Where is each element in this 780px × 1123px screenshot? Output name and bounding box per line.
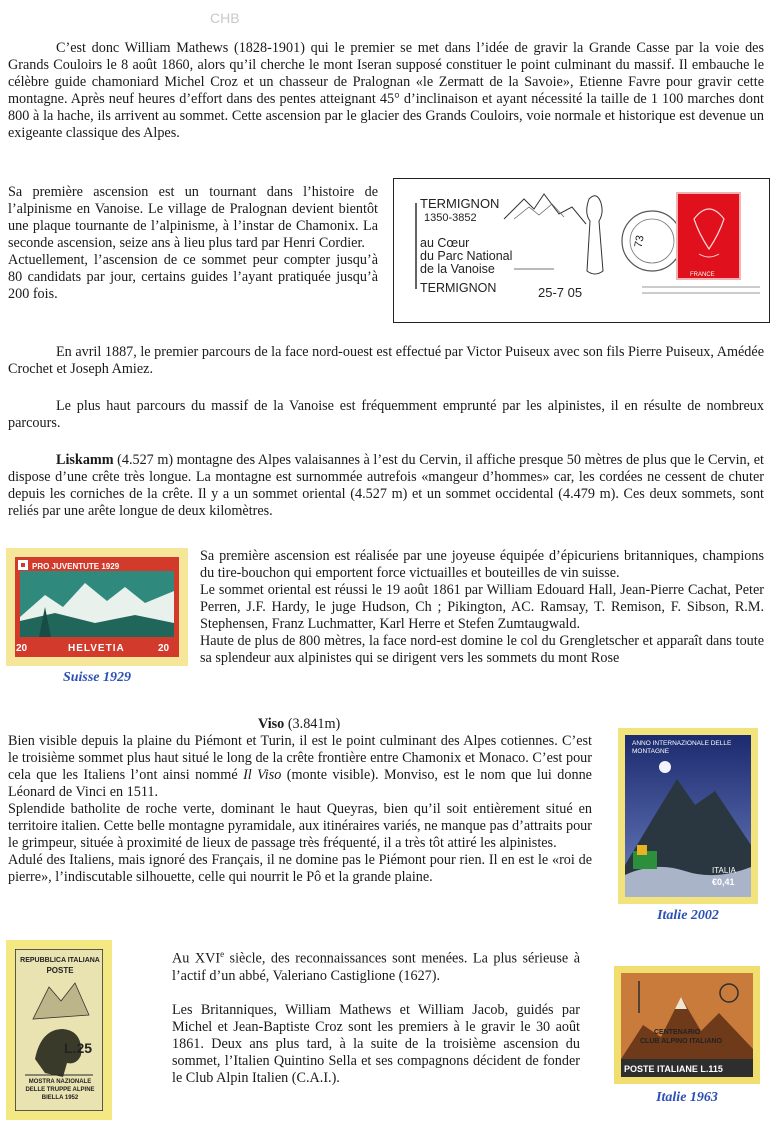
viso-altitude: (3.841m) — [284, 716, 341, 732]
paragraph-tournant: Sa première ascension est un tournant dans l’histoire de l’alpinisme en Vanoise. Le village de Pralognan devient bientôt une plaque tournante de l’alpinisme, à l’instar de Chamonix. La seconde ascension, seize ans à lieu plus tard par Henri Cordier. — [8, 184, 378, 251]
paragraph-liskamm-oriental: Le sommet oriental est réussi le 19 août 1861 par William Edouard Hall, Jean-Pierre Cachat, Peter Perren, J.F. Hardy, le juge Hudson, Ch ; Pikington, AC. Ramsay, T. Remison, F. Sibson, R.M. Stephensen, Franz Luchmatter, Karl Herre et Stefen Zumtaugwald. — [200, 582, 764, 632]
stamp-poste-top2: POSTE — [46, 966, 74, 975]
stamp-suisse-1929 — [6, 548, 188, 666]
stamp-poste-bottom1: MOSTRA NAZIONALE — [28, 1079, 92, 1085]
postmark-line3: au Cœur — [420, 236, 470, 250]
viso-block — [8, 733, 592, 886]
stamp-poste-top1: REPUBBLICA ITALIANA — [20, 957, 100, 964]
viso-heading — [258, 716, 458, 733]
paragraph-britanniques: Les Britanniques, William Mathews et William Jacob, guidés par Michel et Jean-Baptiste Croz sont les premiers à le gravir le 30 août 1861. Deux ans plus tard, à la suite de la troisième ascension du sommet, l’Italien Quintino Sella et ses compagnons décident de fonder le Club Alpin Italien (C.A.I.). — [172, 1001, 580, 1086]
caption-italie-1963: Italie 1963 — [656, 1090, 718, 1105]
stamp-italie-1963-text1: CENTENARIO — [654, 1029, 701, 1036]
stamp-italie-2002-value: €0,41 — [712, 877, 735, 887]
liskamm-name: Liskamm — [56, 452, 114, 468]
caption-suisse-1929: Suisse 1929 — [62, 670, 132, 685]
postmark-line2: 1350-3852 — [424, 212, 477, 224]
stamp-poste-bottom — [18, 1078, 102, 1102]
postmark-date: 25-7 05 — [538, 285, 583, 300]
postmark-town: TERMIGNON — [420, 281, 497, 295]
paragraph-viso-batholite: Splendide batholite de roche verte, dominant le haut Queyras, bien qu’il soit entièrement situé en territoire italien. Cette belle montagne pyramidale, aux itinéraires variés, ne manque pas d’attraits pour le grimpeur, située à proximité de lieux de passage très fréquenté, il a très tôt attiré les alpinistes. — [8, 801, 592, 851]
stamp-poste-1952 — [6, 940, 112, 1120]
stamp-country-label: FRANCE — [690, 272, 715, 278]
paragraph-candidats: Actuellement, l’ascension de ce sommet peur compter jusqu’à 80 candidats par jour, certains guides l’ayant pratiquée jusqu’à 200 fois. — [8, 252, 378, 302]
stamp-italie-2002-country: ITALIA — [712, 866, 736, 875]
stamp-italie-2002-top: ANNO INTERNAZIONALE DELLE MONTAGNE — [632, 740, 732, 755]
tournant-block — [8, 184, 378, 303]
stamp-poste-bottom2: DELLE TRUPPE ALPINE — [25, 1087, 95, 1093]
xvi-sup: e — [220, 949, 225, 959]
paragraph-parcours: Le plus haut parcours du massif de la Vanoise est fréquemment emprunté par les alpinistes, il en résulte de nombreux parcours. — [8, 398, 764, 431]
stamp-suisse-top: PRO JUVENTUTE 1929 — [32, 562, 120, 571]
viso-visible-end: (monte visible). Monviso, est le nom que lui donne Léonard de Vinci en 1511. — [8, 767, 592, 800]
stamp-italie-1963-bottom: POSTE ITALIANE L.115 — [624, 1064, 723, 1074]
stamp-suisse-bottom: HELVETIA — [68, 643, 125, 654]
postmark-round-mark: 73 — [632, 234, 647, 249]
liskamm-text: (4.527 m) montagne des Alpes valaisannes à l’est du Cervin, il affiche presque 50 mètres de plus que le Cervin, et dispose d’une crête très longue. La montagne est surnommée autrefois «mangeur d’hommes» car, les cordées ne cessent de chuter depuis les corniches de la crête. Il y a un sommet oriental (4.527 m) et un sommet occidental (4.479 m). Ces deux sommets, sont reliés par une arête longue de deux kilomètres. — [8, 452, 764, 519]
xvi-after: siècle, des reconnaissances sont menées. La plus sérieuse à l’actif d’un abbé, Valeriano Castiglione (1627). — [172, 950, 580, 984]
stamp-italie-1963-text2: CLUB ALPINO ITALIANO — [640, 1038, 723, 1045]
stamp-italie-1963 — [614, 966, 760, 1084]
paragraph-liskamm-first: Sa première ascension est réalisée par une joyeuse équipée d’épicuriens britanniques, champions du tire-bouchon qui emportent force victuailles et bouteilles de vin suisse. — [200, 548, 764, 581]
viso-name: Viso — [258, 716, 285, 732]
paragraph-xvi — [172, 946, 580, 985]
xvi-block — [172, 946, 580, 1087]
paragraph-puiseux: En avril 1887, le premier parcours de la face nord-ouest est effectué par Victor Puiseux avec son fils Pierre Puiseux, Amédée Crochet et Joseph Amiez. — [8, 344, 764, 377]
postmark-line4: du Parc National — [420, 249, 513, 263]
xvi-before: Au XVI — [172, 950, 221, 967]
scan-mark: CHB — [210, 10, 240, 26]
stamp-poste-bottom3: BIELLA 1952 — [41, 1095, 79, 1101]
liskamm-ascension-block — [200, 548, 764, 667]
stamp-poste-value: L.25 — [64, 1040, 93, 1056]
paragraph-viso-visible — [8, 733, 592, 801]
caption-italie-2002: Italie 2002 — [657, 908, 719, 923]
postmark-envelope — [393, 178, 770, 323]
stamp-suisse-value-left: 20 — [16, 643, 28, 654]
viso-il-viso: Il Viso — [243, 767, 282, 783]
postmark-line1: TERMIGNON — [420, 196, 500, 211]
postmark-line5: de la Vanoise — [420, 262, 495, 276]
paragraph-mathews: C’est donc William Mathews (1828-1901) qui le premier se met dans l’idée de gravir la Grande Casse par la voie des Grands Couloirs le 8 août 1860, alors qu’il cherche le mont Iseran supposé constituer le point culminant du massif. Il embauche le célèbre guide chamoniard Michel Croz et un chasseur de Pralognan «le Zermatt de la Savoie», Etienne Favre pour gravir cette montagne. Après neuf heures d’effort dans des pentes atteignant 45° d’inclinaison et ayant nécessité la taille de 1 100 marches dont 800 à la hache, ils arrivent au sommet. Cette ascension par le glacier des Grands Couloirs, voie normale et historique est devenue un exigeante classique des Alpes. — [8, 40, 764, 141]
viso-visible-text: Bien visible depuis la plaine du Piémont et Turin, il est le point culminant des Alpes cotiennes. C’est le troisième sommet plus haut situé le long de la crête frontière entre Chamonix et Monaco. C’est pour cela que les Italiens l’ont ainsi nommé — [8, 733, 592, 783]
paragraph-viso-adule: Adulé des Italiens, mais ignoré des Français, il ne domine pas le Piémont pour rien. Il en est le «roi de pierre», l’indiscutable silhouette, celle qui nourrit le Pô et la grande plaine. — [8, 852, 592, 885]
stamp-italie-2002 — [618, 728, 758, 904]
stamp-suisse-value-right: 20 — [158, 643, 170, 654]
paragraph-liskamm — [8, 452, 764, 520]
paragraph-liskamm-face: Haute de plus de 800 mètres, la face nord-est domine le col du Grengletscher et apparaît dans toute sa splendeur aux alpinistes qui se dirigent vers les sommets du mont Rose — [200, 633, 764, 666]
